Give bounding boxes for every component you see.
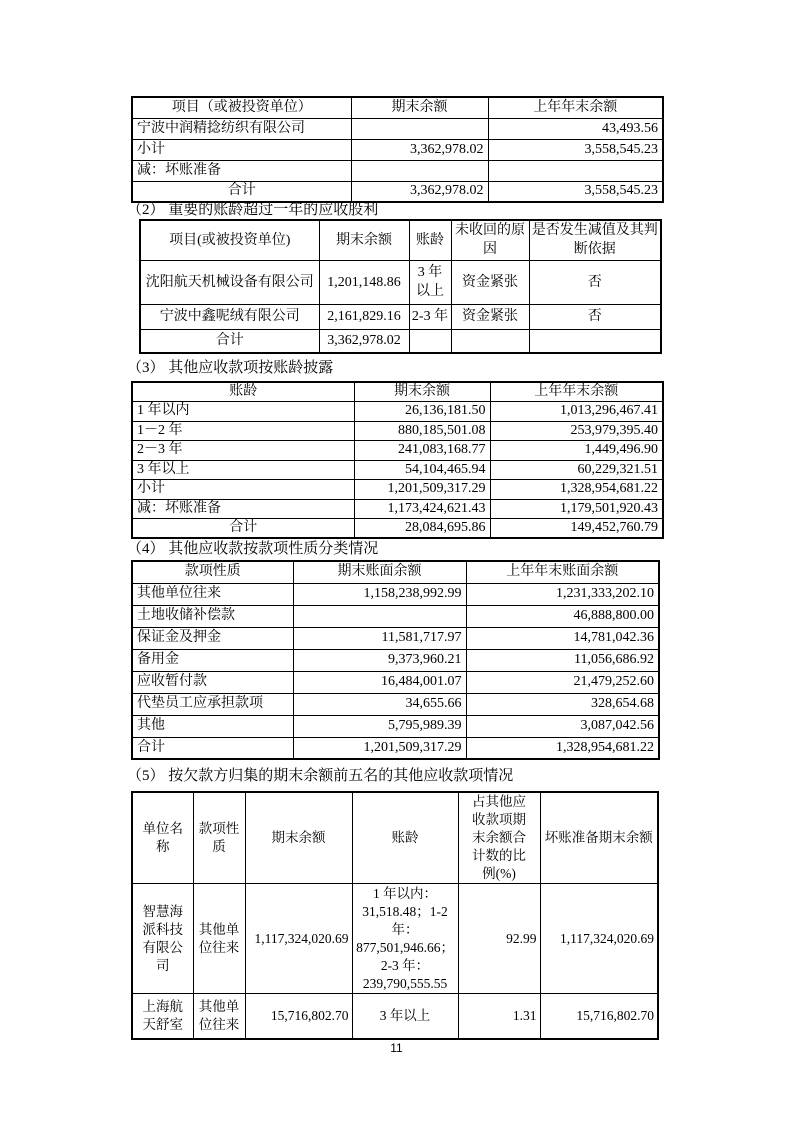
- table-header-row: [140, 220, 661, 260]
- amount-cell: 1,013,296,467.41: [490, 402, 663, 422]
- row-label: 合计: [132, 519, 354, 539]
- row-label: 3 年以上: [132, 460, 354, 480]
- row-label: 其他: [132, 715, 293, 737]
- amount-cell: 1,173,424,621.43: [354, 499, 490, 519]
- col-header-ending-balance: 期末余额: [245, 792, 352, 884]
- col-header-ending-balance: 期末余额: [351, 97, 488, 118]
- table-row: [132, 649, 659, 671]
- col-header-item: 项目(或被投资单位): [140, 220, 319, 260]
- dividends-summary-table: [131, 96, 664, 203]
- col-header-ending-balance: 期末余额: [319, 220, 409, 260]
- table-row: [132, 402, 663, 422]
- amount-cell: 3,362,978.02: [351, 181, 488, 202]
- table-header-row: [132, 792, 658, 884]
- amount-cell: 16,484,001.07: [293, 671, 466, 693]
- table-row: [132, 421, 663, 441]
- amount-cell: 3,558,545.23: [488, 181, 663, 202]
- col-header-prior-balance: 上年年末余额: [490, 382, 663, 402]
- row-label: 减：坏账准备: [132, 160, 351, 181]
- amount-cell: 1,328,954,681.22: [466, 737, 659, 759]
- impairment-cell: [529, 329, 661, 353]
- row-label: 备用金: [132, 649, 293, 671]
- row-label: 1－2 年: [132, 421, 354, 441]
- row-label: 小计: [132, 480, 354, 500]
- col-header-bad-debt-provision: 坏账准备期末余额: [540, 792, 658, 884]
- col-header-nature: 款项性质: [132, 561, 293, 583]
- table-row: [132, 627, 659, 649]
- section-heading-2: （2） 重要的账龄超过一年的应收股利: [127, 202, 379, 218]
- amount-cell: 3,362,978.02: [319, 329, 409, 353]
- aging-disclosure-table: [131, 381, 664, 539]
- row-label: 减：坏账准备: [132, 499, 354, 519]
- amount-cell: 3,558,545.23: [488, 139, 663, 160]
- provision-cell: 15,716,802.70: [540, 994, 658, 1039]
- table-header-row: [132, 561, 659, 583]
- amount-cell: 26,136,181.50: [354, 402, 490, 422]
- section-heading-4: （4） 其他应收款按款项性质分类情况: [127, 541, 379, 557]
- amount-cell: 1,328,954,681.22: [490, 480, 663, 500]
- table-row: [132, 460, 663, 480]
- table-row: [132, 994, 658, 1039]
- aged-dividends-table: [139, 219, 662, 354]
- row-label: 合计: [132, 737, 293, 759]
- col-header-item: 项目（或被投资单位）: [132, 97, 351, 118]
- amount-cell: 2,161,829.16: [319, 304, 409, 329]
- table-header-row: [132, 382, 663, 402]
- amount-cell: 60,229,321.51: [490, 460, 663, 480]
- row-label: 1 年以内: [132, 402, 354, 422]
- amount-cell: 880,185,501.08: [354, 421, 490, 441]
- proportion-cell: 92.99: [458, 884, 540, 994]
- page-number: 11: [390, 1041, 403, 1055]
- table-total-row: [132, 519, 663, 539]
- amount-cell: 14,781,042.36: [466, 627, 659, 649]
- reason-cell: 资金紧张: [451, 260, 529, 304]
- amount-cell: 1,201,509,317.29: [354, 480, 490, 500]
- col-header-prior-balance: 上年年末余额: [488, 97, 663, 118]
- amount-cell: 9,373,960.21: [293, 649, 466, 671]
- amount-cell: 1,179,501,920.43: [490, 499, 663, 519]
- aging-cell: 1 年以内：31,518.48；1-2 年：877,501,946.66；2-3 年：239,790,555.55: [352, 884, 458, 994]
- table-row: [132, 480, 663, 500]
- table-header-row: [132, 97, 663, 118]
- row-label: 沈阳航天机械设备有限公司: [140, 260, 319, 304]
- amount-cell: 241,083,168.77: [354, 441, 490, 461]
- amount-cell: 3,362,978.02: [351, 139, 488, 160]
- col-header-ending-balance: 期末余额: [354, 382, 490, 402]
- amount-cell: 15,716,802.70: [245, 994, 352, 1039]
- nature-cell: 其他单位往来: [193, 994, 245, 1039]
- amount-cell: 1,158,238,992.99: [293, 583, 466, 605]
- row-label: 土地收储补偿款: [132, 605, 293, 627]
- table-row: [132, 441, 663, 461]
- col-header-ending-book-balance: 期末账面余额: [293, 561, 466, 583]
- col-header-aging: 账龄: [132, 382, 354, 402]
- row-label: 应收暂付款: [132, 671, 293, 693]
- col-header-reason: 未收回的原因: [451, 220, 529, 260]
- row-label: 小计: [132, 139, 351, 160]
- section-heading-3: （3） 其他应收款项按账龄披露: [127, 360, 334, 376]
- col-header-proportion-text: 占其他应收款项期末余额合计数的比例(%): [472, 794, 526, 881]
- table-row: [132, 693, 659, 715]
- unit-name-cell: 上海航天舒室: [132, 994, 193, 1039]
- table-row: [132, 499, 663, 519]
- amount-cell: 149,452,760.79: [490, 519, 663, 539]
- amount-cell: 1,117,324,020.69: [245, 884, 352, 994]
- table-row: [132, 605, 659, 627]
- table-total-row: [132, 181, 663, 202]
- aging-cell: 2-3 年: [409, 304, 451, 329]
- aging-cell: [409, 329, 451, 353]
- table-row: [140, 304, 661, 329]
- row-label: 宁波中润精捻纺织有限公司: [132, 118, 351, 139]
- unit-name-cell: 智慧海派科技有限公司: [132, 884, 193, 994]
- col-header-proportion: [458, 792, 540, 884]
- impairment-cell: 否: [529, 304, 661, 329]
- col-header-impairment: 是否发生减值及其判断依据: [529, 220, 661, 260]
- amount-cell: 43,493.56: [488, 118, 663, 139]
- table-row: [132, 715, 659, 737]
- amount-cell: 21,479,252.60: [466, 671, 659, 693]
- amount-cell: 1,201,148.86: [319, 260, 409, 304]
- table-row: [132, 671, 659, 693]
- amount-cell: 328,654.68: [466, 693, 659, 715]
- table-row: [132, 884, 658, 994]
- reason-cell: 资金紧张: [451, 304, 529, 329]
- provision-cell: 1,117,324,020.69: [540, 884, 658, 994]
- col-header-aging: 账龄: [352, 792, 458, 884]
- amount-cell: 11,056,686.92: [466, 649, 659, 671]
- amount-cell: 34,655.66: [293, 693, 466, 715]
- table-total-row: [132, 737, 659, 759]
- top-five-debtors-table: [131, 791, 659, 1040]
- amount-cell: [351, 118, 488, 139]
- row-label: 2－3 年: [132, 441, 354, 461]
- aging-cell: 3 年以上: [409, 260, 451, 304]
- table-row: [132, 139, 663, 160]
- amount-cell: 1,201,509,317.29: [293, 737, 466, 759]
- table-row: [132, 118, 663, 139]
- amount-cell: 11,581,717.97: [293, 627, 466, 649]
- row-label: 代垫员工应承担款项: [132, 693, 293, 715]
- amount-cell: 5,795,989.39: [293, 715, 466, 737]
- table-row: [132, 583, 659, 605]
- amount-cell: 1,449,496.90: [490, 441, 663, 461]
- amount-cell: 46,888,800.00: [466, 605, 659, 627]
- amount-cell: 54,104,465.94: [354, 460, 490, 480]
- row-label: 保证金及押金: [132, 627, 293, 649]
- amount-cell: 253,979,395.40: [490, 421, 663, 441]
- col-header-prior-book-balance: 上年年末账面余额: [466, 561, 659, 583]
- section-heading-5: （5） 按欠款方归集的期末余额前五名的其他应收款项情况: [127, 768, 514, 784]
- proportion-cell: 1.31: [458, 994, 540, 1039]
- nature-classification-table: [131, 560, 660, 760]
- reason-cell: [451, 329, 529, 353]
- amount-cell: 28,084,695.86: [354, 519, 490, 539]
- row-label: 宁波中鑫呢绒有限公司: [140, 304, 319, 329]
- amount-cell: [488, 160, 663, 181]
- row-label: 合计: [132, 181, 351, 202]
- aging-cell: 3 年以上: [352, 994, 458, 1039]
- table-row: [132, 160, 663, 181]
- col-header-aging: 账龄: [409, 220, 451, 260]
- amount-cell: 1,231,333,202.10: [466, 583, 659, 605]
- impairment-cell: 否: [529, 260, 661, 304]
- table-row: [140, 260, 661, 304]
- col-header-nature: 款项性质: [193, 792, 245, 884]
- table-total-row: [140, 329, 661, 353]
- nature-cell: 其他单位往来: [193, 884, 245, 994]
- col-header-unit-name: 单位名称: [132, 792, 193, 884]
- amount-cell: [351, 160, 488, 181]
- amount-cell: 3,087,042.56: [466, 715, 659, 737]
- row-label: 合计: [140, 329, 319, 353]
- row-label: 其他单位往来: [132, 583, 293, 605]
- amount-cell: [293, 605, 466, 627]
